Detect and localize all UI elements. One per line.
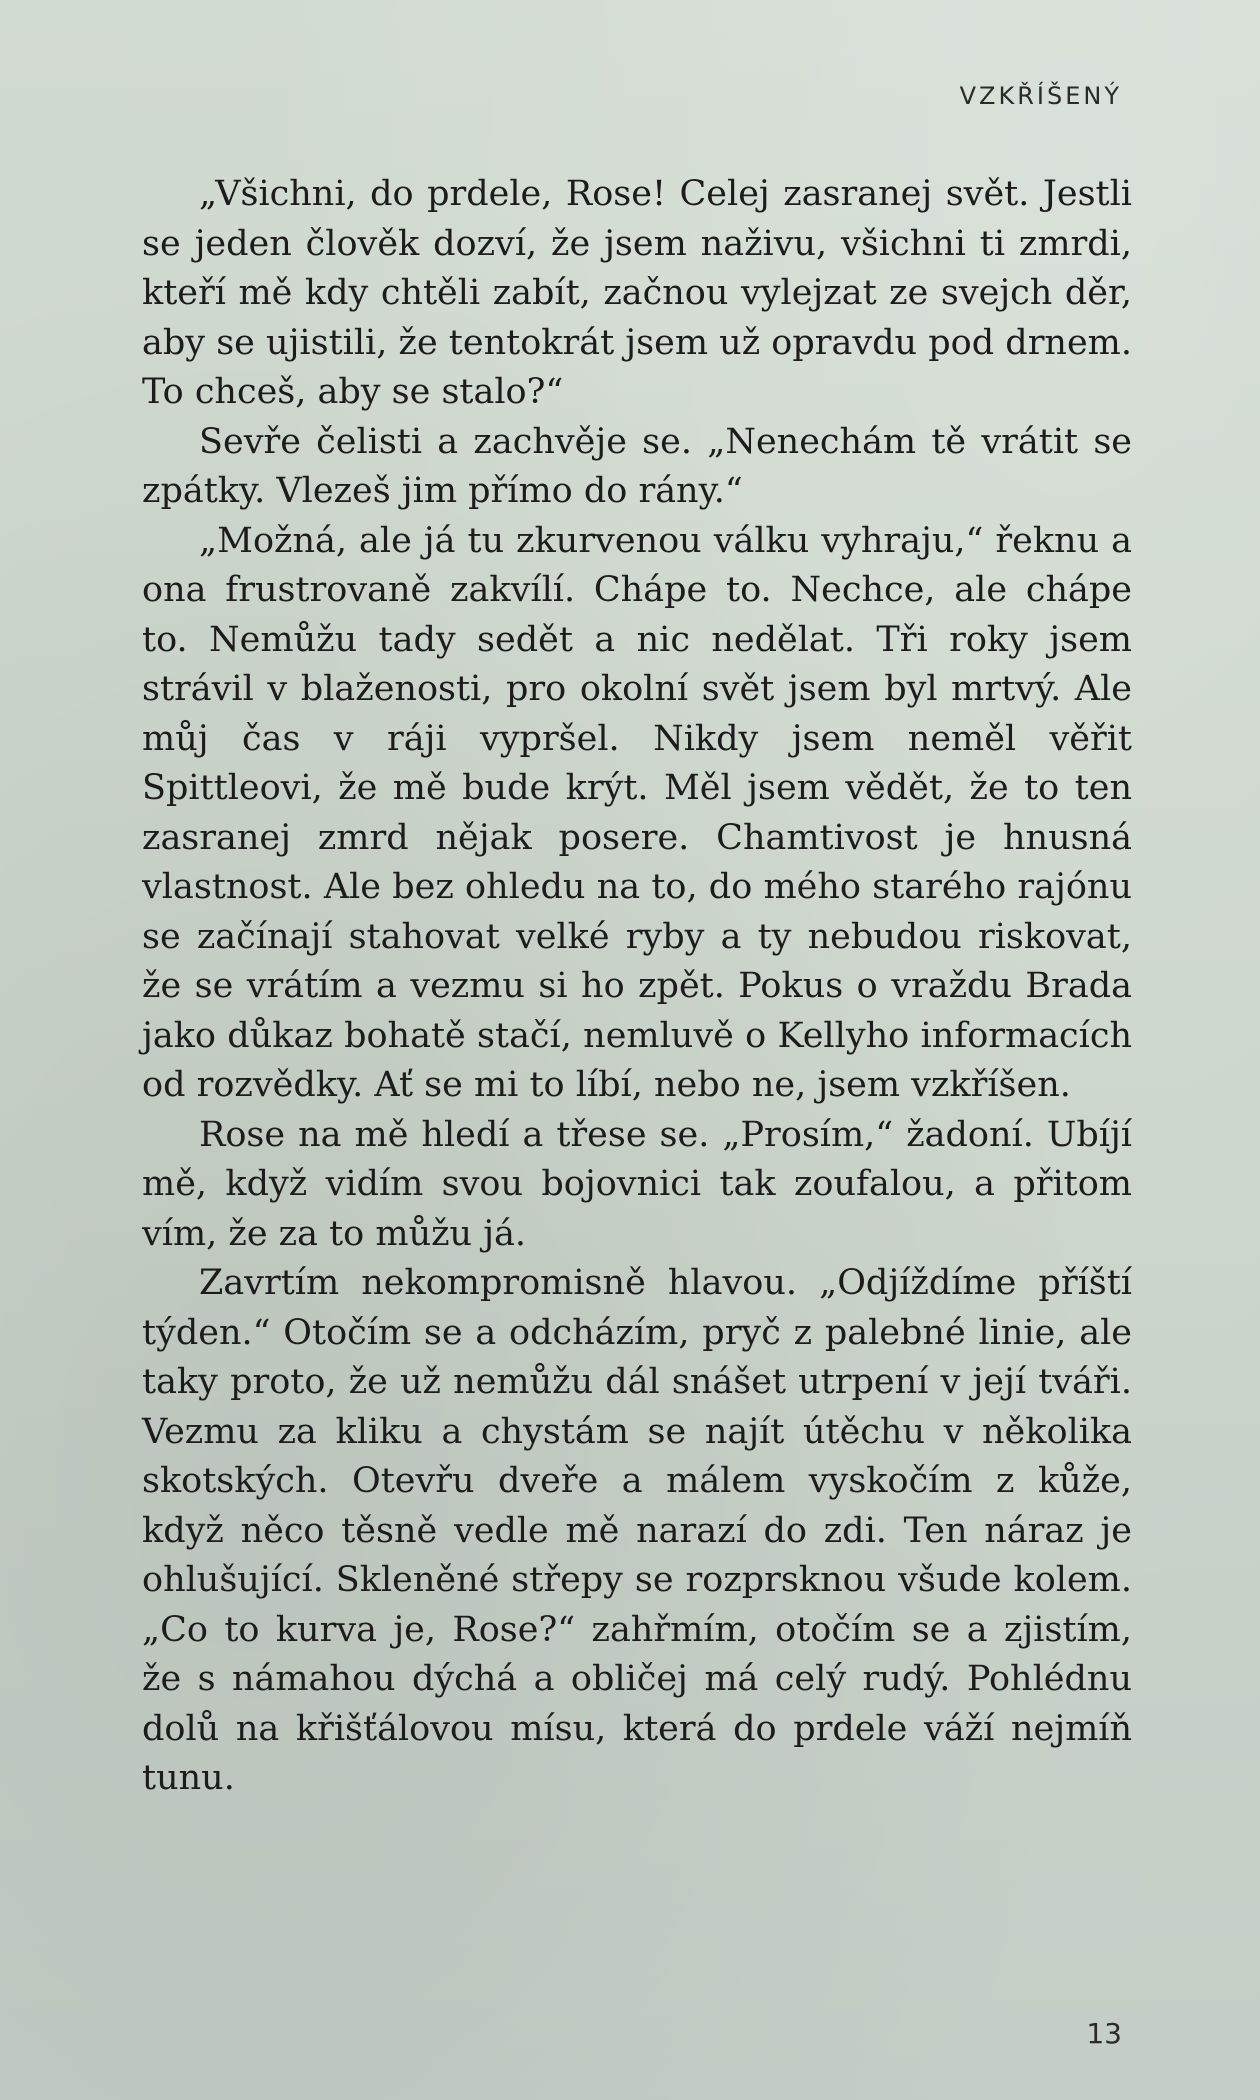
paragraph: Sevře čelisti a zachvěje se. „Nenechám tě vrátit se zpátky. Vlezeš jim přímo do rány.“ — [142, 421, 1132, 511]
paragraph: „Všichni, do prdele, Rose! Celej zasranej svět. Jestli se jeden člověk dozví, že jsem naživu, všichni ti zmrdi, kteří mě kdy chtěli zabít, začnou vylejzat ze svejch děr, aby se ujistili, že tentokrát jsem už opravdu pod drnem. To chceš, aby se stalo?“ — [142, 174, 1132, 412]
body-text — [142, 170, 1132, 1804]
paragraph: Zavrtím nekompromisně hlavou. „Odjíždíme příští týden.“ Otočím se a odcházím, pryč z palebné linie, ale taky proto, že už nemůžu dál snášet utrpení v její tváři. Vezmu za kliku a chystám se najít útěchu v několika skotských. Otevřu dveře a málem vyskočím z kůže, když něco těsně vedle mě narazí do zdi. Ten náraz je ohlušující. Skleněné střepy se rozprsknou všude kolem. „Co to kurva je, Rose?“ zahřmím, otočím se a zjistím, že s námahou dýchá a obličej má celý rudý. Pohlédnu dolů na křišťálovou mísu, která do prdele váží nejmíň tunu. — [142, 1263, 1132, 1798]
paragraph: „Možná, ale já tu zkurvenou válku vyhraju,“ řeknu a ona frustrovaně zakvílí. Chápe to. Nechce, ale chápe to. Nemůžu tady sedět a nic nedělat. Tři roky jsem strávil v blaženosti, pro okolní svět jsem byl mrtvý. Ale můj čas v ráji vypršel. Nikdy jsem neměl věřit Spittleovi, že mě bude krýt. Měl jsem vědět, že to ten zasranej zmrd nějak posere. Chamtivost je hnusná vlastnost. Ale bez ohledu na to, do mého starého rajónu se začínají stahovat velké ryby a ty nebudou riskovat, že se vrátím a vezmu si ho zpět. Pokus o vraždu Brada jako důkaz bohatě stačí, nemluvě o Kellyho informacích od rozvědky. Ať se mi to líbí, nebo ne, jsem vzkříšen. — [142, 520, 1132, 1105]
paragraph: Rose na mě hledí a třese se. „Prosím,“ žadoní. Ubíjí mě, když vidím svou bojovnici tak zoufalou, a přitom vím, že za to můžu já. — [142, 1114, 1132, 1254]
running-header: VZKŘÍŠENÝ — [959, 82, 1122, 110]
page-number: 13 — [1086, 2017, 1122, 2050]
